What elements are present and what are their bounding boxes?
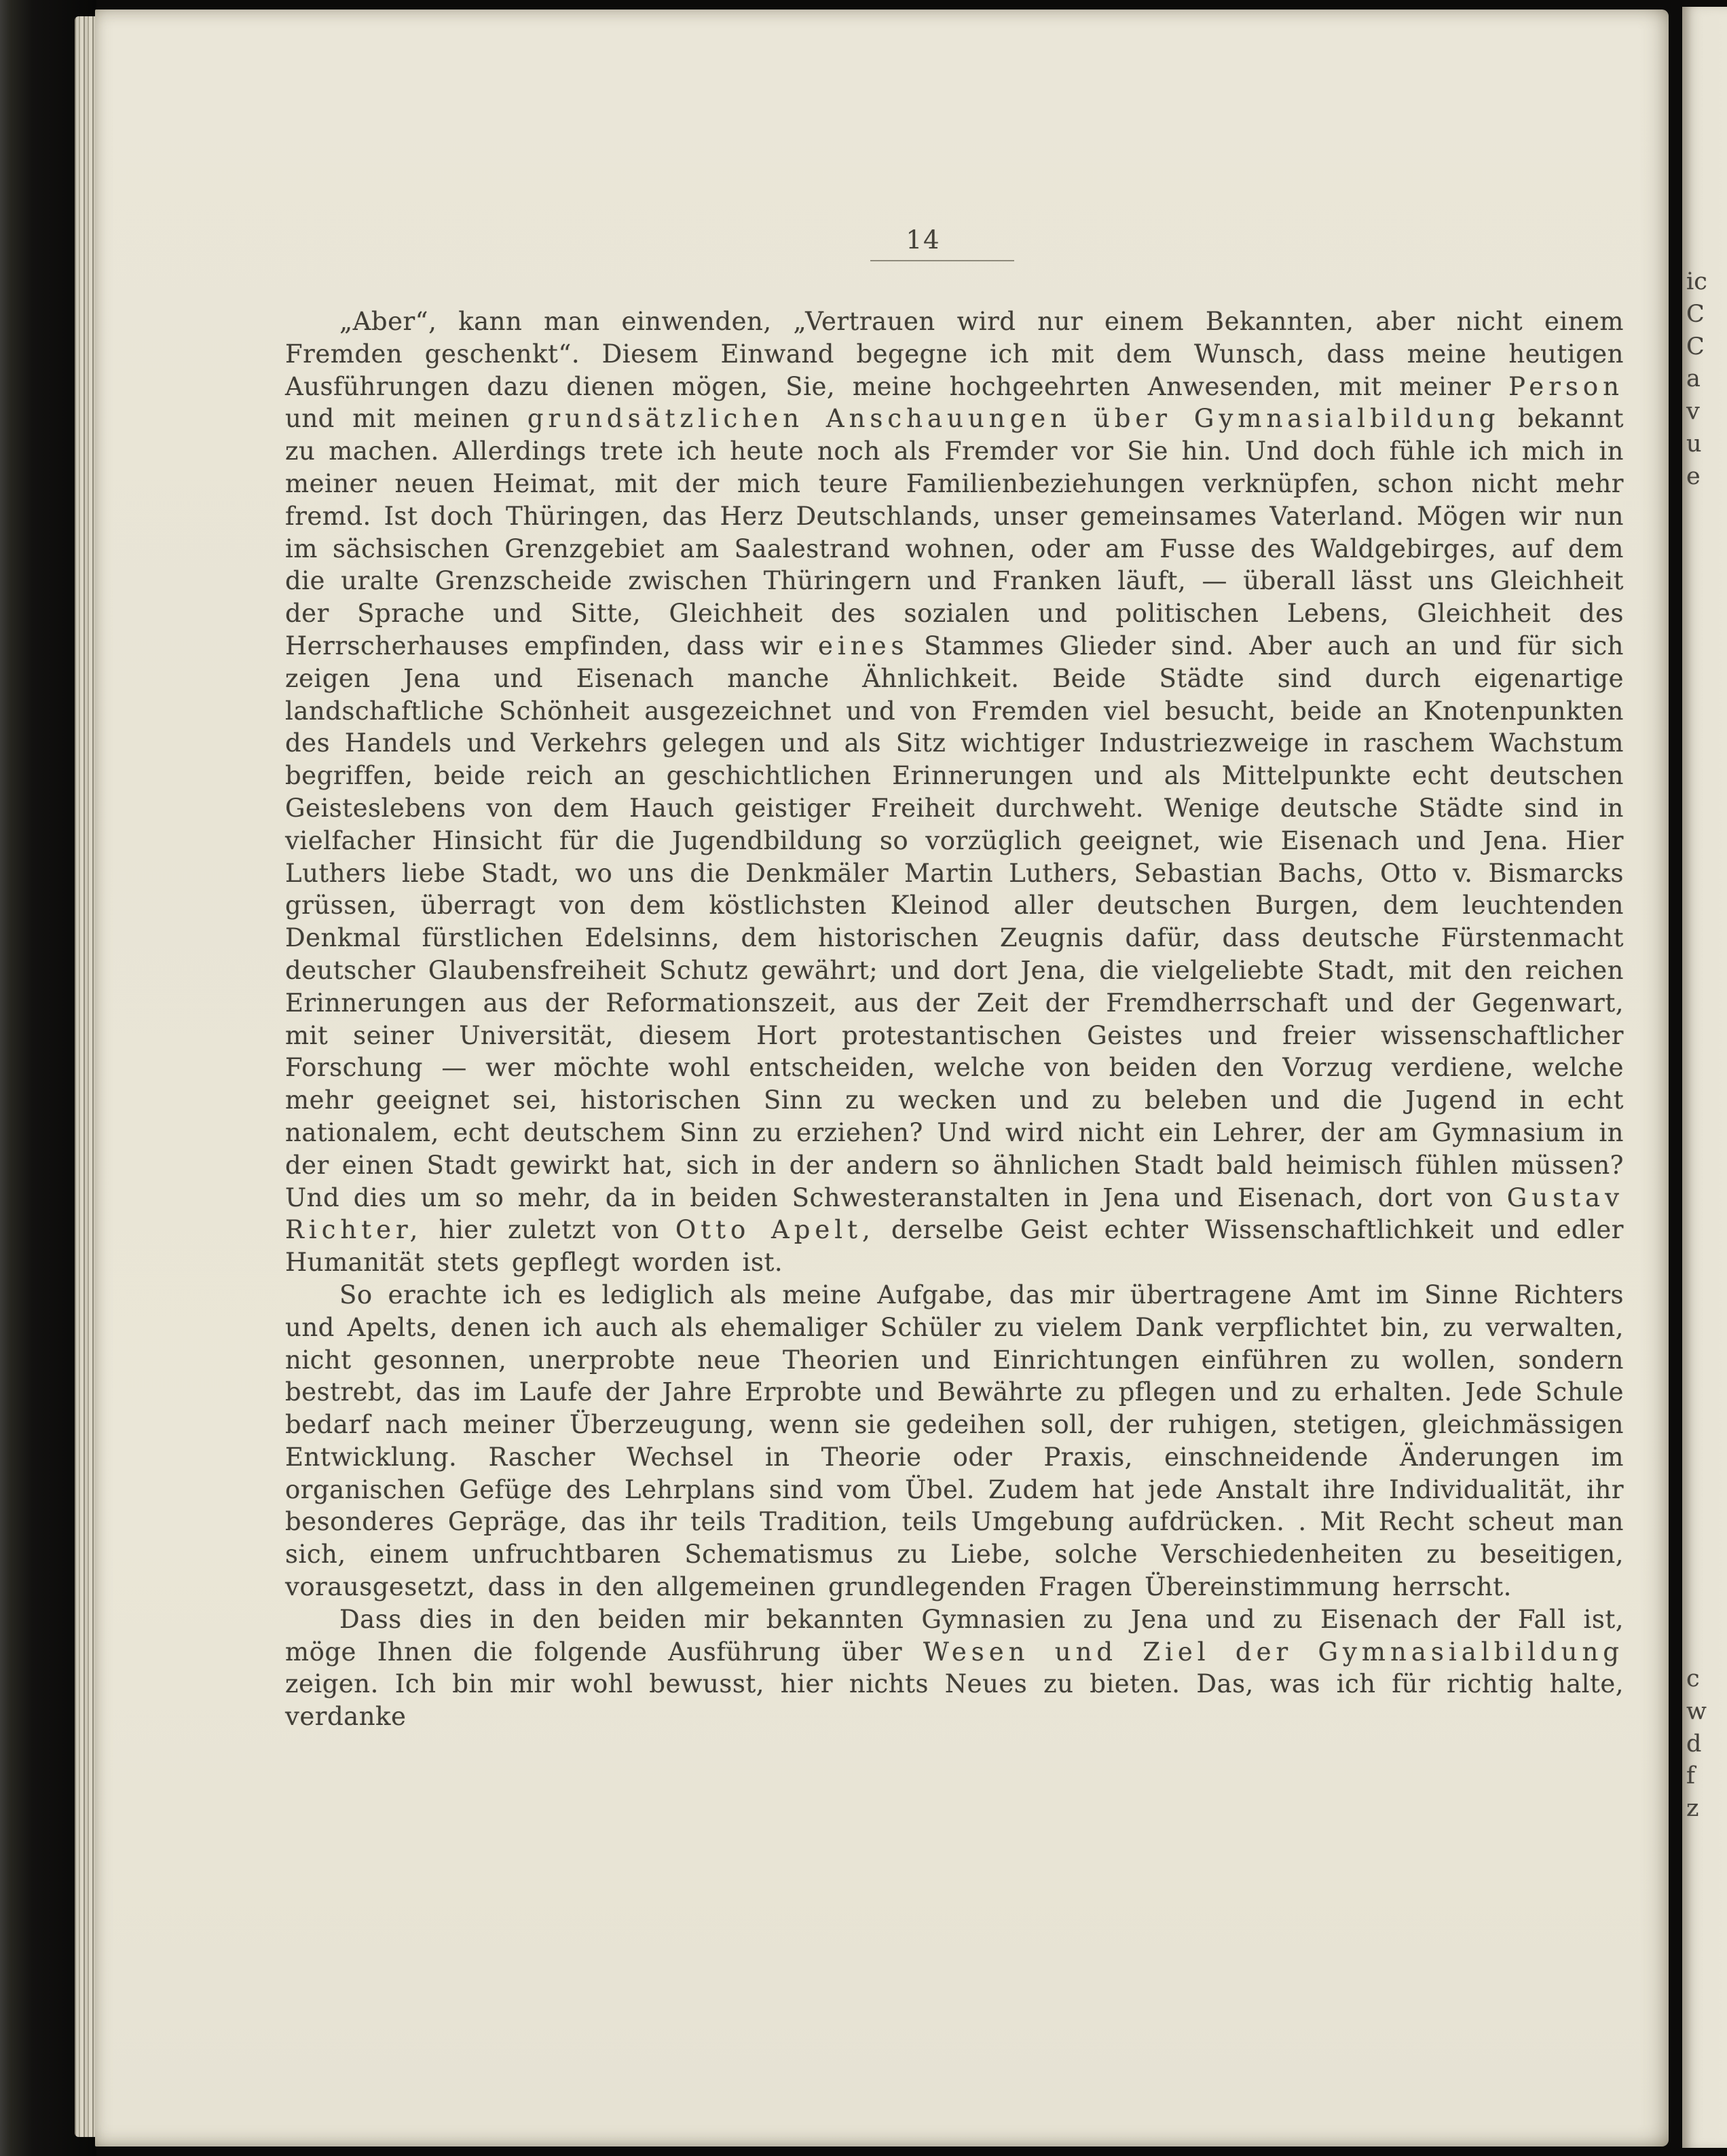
next-page-text-fragment: z	[1686, 1795, 1699, 1823]
page-stack-edges	[75, 16, 96, 2137]
body-text: Stammes Glieder sind. Aber auch an und für sich zeigen Jena und Eisenach manche Ähnlichkeit. Beide Städte sind durch eigenartige landschaftliche Schönheit ausgezeichnet und von Fremden viel besucht, beide an Knotenpunkten des Handels und Verkehrs gelegen und als Sitz wichtiger Industriezweige in raschem Wachstum begriffen, beide reich an geschichtlichen Erinnerungen und als Mittelpunkte echt deutschen Geisteslebens von dem Hauch geistiger Freiheit durchweht. Wenige deutsche Städte sind in vielfacher Hinsicht für die Jugendbildung so vorzüglich geeignet, wie Eisenach und Jena. Hier Luthers liebe Stadt, wo uns die Denkmäler Martin Luthers, Sebastian Bachs, Otto v. Bismarcks grüssen, überragt von dem köstlichsten Kleinod aller deutschen Burgen, dem leuchtenden Denkmal fürstlichen Edelsinns, dem historischen Zeugnis dafür, dass deutsche Fürstenmacht deutscher Glaubensfreiheit Schutz gewährt; und dort Jena, die vielgeliebte Stadt, mit den reichen Erinnerungen aus der Reformationszeit, aus der Zeit der Fremdherrschaft und der Gegenwart, mit seiner Universität, diesem Hort protestantischen Geistes und freier wissenschaftlicher Forschung — wer möchte wohl entscheiden, welche von beiden den Vorzug verdiene, welche mehr geeignet sei, historischen Sinn zu wecken und zu beleben und die Jugend in echt nationalem, echt deutschem Sinn zu erziehen? Und wird nicht ein Lehrer, der am Gymnasium in der einen Stadt gewirkt hat, sich in der andern so ähnlichen Stadt bald heimisch fühlen müssen? Und dies um so mehr, da in beiden Schwesteranstalten in Jena und Eisenach, dort von	[285, 631, 1624, 1212]
next-page-text-fragment: ic	[1686, 268, 1707, 295]
paragraph	[285, 305, 1624, 1279]
letterspaced-text: Gustav Richter,	[285, 1183, 1624, 1245]
body-text: derselbe Geist echter Wissenschaftlichkeit und edler Humanität stets gepflegt worden ist.	[285, 1215, 1624, 1278]
page-number-rule	[870, 260, 1014, 261]
next-page-text-fragment: c	[1686, 1665, 1700, 1692]
next-page-text-fragment: a	[1686, 365, 1701, 393]
letterspaced-text: Person	[1508, 371, 1624, 401]
next-page-text-fragment: C	[1686, 333, 1705, 360]
body-text: Dass dies in den beiden mir bekannten Gymnasien zu Jena und zu Eisenach der Fall ist, möge Ihnen die folgende Ausführung über	[285, 1604, 1624, 1667]
paragraph	[285, 1603, 1624, 1733]
letterspaced-text: eines	[818, 631, 909, 661]
body-text: „Aber“, kann man einwenden, „Vertrauen wird nur einem Bekannten, aber nicht einem Fremden geschenkt“. Diesem Einwand begegne ich mit dem Wunsch, dass meine heutigen Ausführungen dazu dienen mögen, Sie, meine hochgeehrten Anwesenden, mit meiner	[285, 307, 1624, 401]
letterspaced-text: Wesen und Ziel der Gymnasialbildung	[923, 1637, 1624, 1667]
next-page-text-fragment: d	[1686, 1730, 1702, 1758]
letterspaced-text: Otto Apelt,	[675, 1215, 875, 1245]
next-page-sliver	[1682, 7, 1727, 2148]
body-text: bekannt zu machen. Allerdings trete ich heute noch als Fremder vor Sie hin. Und doch fühle ich mich in meiner neuen Heimat, mit der mich teure Familienbeziehungen verknüpfen, schon nicht mehr fremd. Ist doch Thüringen, das Herz Deutschlands, unser gemeinsames Vaterland. Mögen wir nun im sächsischen Grenzgebiet am Saalestrand wohnen, oder am Fusse des Waldgebirges, auf dem die uralte Grenzscheide zwischen Thüringern und Franken läuft, — überall lässt uns Gleichheit der Sprache und Sitte, Gleichheit des sozialen und politischen Lebens, Gleichheit des Herrscherhauses empfinden, dass wir	[285, 404, 1624, 661]
page-text	[285, 305, 1624, 1733]
next-page-text-fragment: e	[1686, 462, 1701, 490]
body-text: und mit meinen	[285, 404, 527, 434]
body-text: So erachte ich es lediglich als meine Aufgabe, das mir übertragene Amt im Sinne Richters und Apelts, denen ich auch als ehemaliger Schüler zu vielem Dank verpflichtet bin, zu verwalten, nicht gesonnen, unerprobte neue Theorien und Einrichtungen einführen zu wollen, sondern bestrebt, das im Laufe der Jahre Erprobte und Bewährte zu pflegen und zu erhalten. Jede Schule bedarf nach meiner Überzeugung, wenn sie gedeihen soll, der ruhigen, stetigen, gleichmässigen Entwicklung. Rascher Wechsel in Theorie oder Praxis, einschneidende Änderungen im organischen Gefüge des Lehrplans sind vom Übel. Zudem hat jede Anstalt ihre Individualität, ihr besonderes Gepräge, das ihr teils Tradition, teils Umgebung aufdrücken. . Mit Recht scheut man sich, einem unfruchtbaren Schematismus zu Liebe, solche Verschiedenheiten zu beseitigen, vorausgesetzt, dass in den allgemeinen grundlegenden Fragen Übereinstimmung herrscht.	[285, 1280, 1624, 1602]
page-number: 14	[906, 225, 941, 255]
next-page-fragments-top	[1686, 266, 1707, 494]
next-page-text-fragment: C	[1686, 300, 1705, 328]
letterspaced-text: grundsätzlichen Anschauungen über Gymnasialbildung	[527, 404, 1500, 434]
next-page-text-fragment: v	[1686, 398, 1700, 426]
next-page-fragments-bottom	[1686, 1663, 1707, 1825]
paragraph	[285, 1279, 1624, 1603]
book-page	[95, 10, 1669, 2146]
body-text: zeigen. Ich bin mir wohl bewusst, hier nichts Neues zu bieten. Das, was ich für richtig halte, verdanke	[285, 1669, 1624, 1732]
next-page-text-fragment: w	[1686, 1697, 1707, 1725]
next-page-text-fragment: f	[1686, 1762, 1695, 1790]
page-number-block	[254, 225, 1593, 261]
body-text: hier zuletzt von	[422, 1215, 675, 1245]
next-page-text-fragment: u	[1686, 430, 1702, 458]
